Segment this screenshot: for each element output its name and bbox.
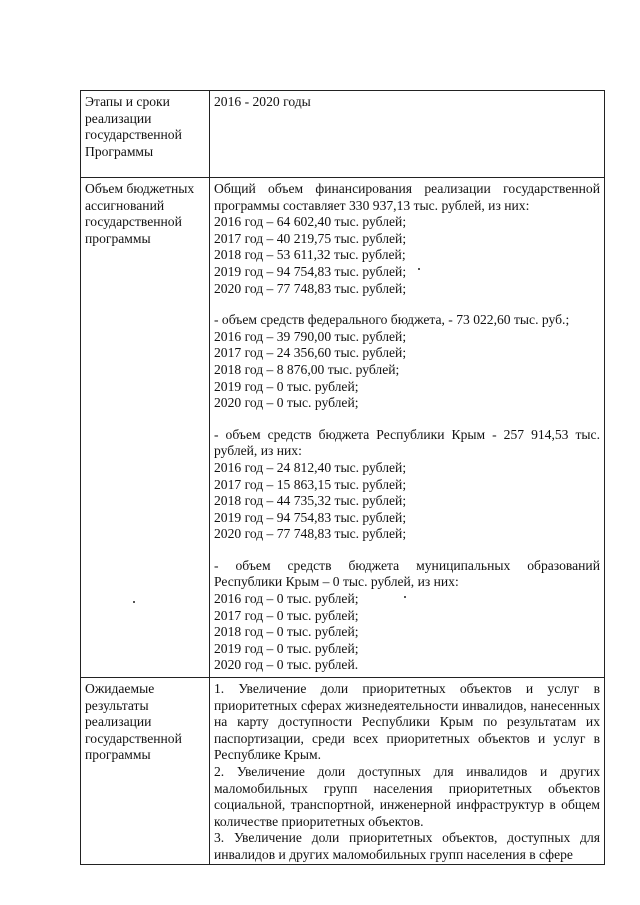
- result-item: 1. Увеличение доли приоритетных объектов и услуг в приоритетных сферах жизнедеятельности инвалидов, нанесенных на карту доступности Республики Крым по результатам их паспортизации, среди всех приоритетных объектов и услуг в Республике Крым.: [214, 681, 600, 763]
- budget-total-intro: Общий объем финансирования реализации государственной программы составляет 330 937,13 тыс. рублей, из них:: [214, 181, 600, 213]
- federal-budget-intro: - объем средств федерального бюджета, - 73 022,60 тыс. руб.;: [214, 312, 570, 328]
- spacer: [214, 543, 600, 558]
- scan-speck: [418, 268, 420, 270]
- budget-year-line: 2019 год – 94 754,83 тыс. рублей;: [214, 509, 407, 525]
- budget-year-line: 2017 год – 0 тыс. рублей;: [214, 607, 359, 623]
- republic-budget-intro: - объем средств бюджета Республики Крым - 257 914,53 тыс. рублей, из них:: [214, 426, 600, 459]
- budget-year-line: 2020 год – 77 748,83 тыс. рублей;: [214, 280, 407, 296]
- budget-year-line: 2016 год – 24 812,40 тыс. рублей;: [214, 459, 407, 475]
- budget-year-line: 2018 год – 44 735,32 тыс. рублей;: [214, 493, 407, 509]
- budget-year-line: 2018 год – 0 тыс. рублей;: [214, 624, 359, 640]
- row-value: 2016 - 2020 годы: [210, 91, 605, 178]
- budget-year-line: 2020 год – 77 748,83 тыс. рублей;: [214, 526, 407, 542]
- row-label: Объем бюджетных ассигнований государственной программы: [81, 178, 210, 678]
- budget-year-line: 2017 год – 15 863,15 тыс. рублей;: [214, 476, 407, 492]
- table-row: [81, 178, 605, 678]
- results-cell: [210, 678, 605, 865]
- scan-speck: [133, 601, 135, 603]
- budget-year-line: 2020 год – 0 тыс. рублей.: [214, 657, 359, 673]
- result-item: 2. Увеличение доли доступных для инвалидов и других маломобильных групп населения приоритетных объектов социальной, транспортной, инженерной инфраструктур в общем количестве приоритетных объектов.: [214, 764, 600, 829]
- budget-year-line: 2016 год – 0 тыс. рублей;: [214, 591, 359, 607]
- spacer: [214, 297, 600, 312]
- row-label: Ожидаемые результаты реализации государственной программы: [81, 678, 210, 865]
- budget-year-line: 2016 год – 64 602,40 тыс. рублей;: [214, 214, 407, 230]
- municipal-budget-intro: - объем средств бюджета муниципальных образований Республики Крым – 0 тыс. рублей, из них:: [214, 557, 600, 590]
- scan-speck: [404, 596, 406, 598]
- budget-year-line: 2019 год – 0 тыс. рублей;: [214, 378, 359, 394]
- program-passport-table: [80, 90, 605, 865]
- result-item: 3. Увеличение доли приоритетных объектов, доступных для инвалидов и других маломобильных групп населения в сфере: [214, 830, 600, 862]
- budget-year-line: 2020 год – 0 тыс. рублей;: [214, 395, 359, 411]
- budget-year-line: 2016 год – 39 790,00 тыс. рублей;: [214, 328, 407, 344]
- budget-year-line: 2017 год – 24 356,60 тыс. рублей;: [214, 345, 407, 361]
- budget-year-line: 2018 год – 8 876,00 тыс. рублей;: [214, 361, 400, 377]
- budget-cell: [210, 178, 605, 678]
- table-row: [81, 678, 605, 865]
- table-row: [81, 91, 605, 178]
- budget-year-line: 2019 год – 94 754,83 тыс. рублей;: [214, 263, 407, 279]
- row-label: Этапы и сроки реализации государственной Программы: [81, 91, 210, 178]
- budget-year-line: 2019 год – 0 тыс. рублей;: [214, 640, 359, 656]
- spacer: [214, 412, 600, 427]
- budget-year-line: 2018 год – 53 611,32 тыс. рублей;: [214, 247, 406, 263]
- budget-year-line: 2017 год – 40 219,75 тыс. рублей;: [214, 230, 407, 246]
